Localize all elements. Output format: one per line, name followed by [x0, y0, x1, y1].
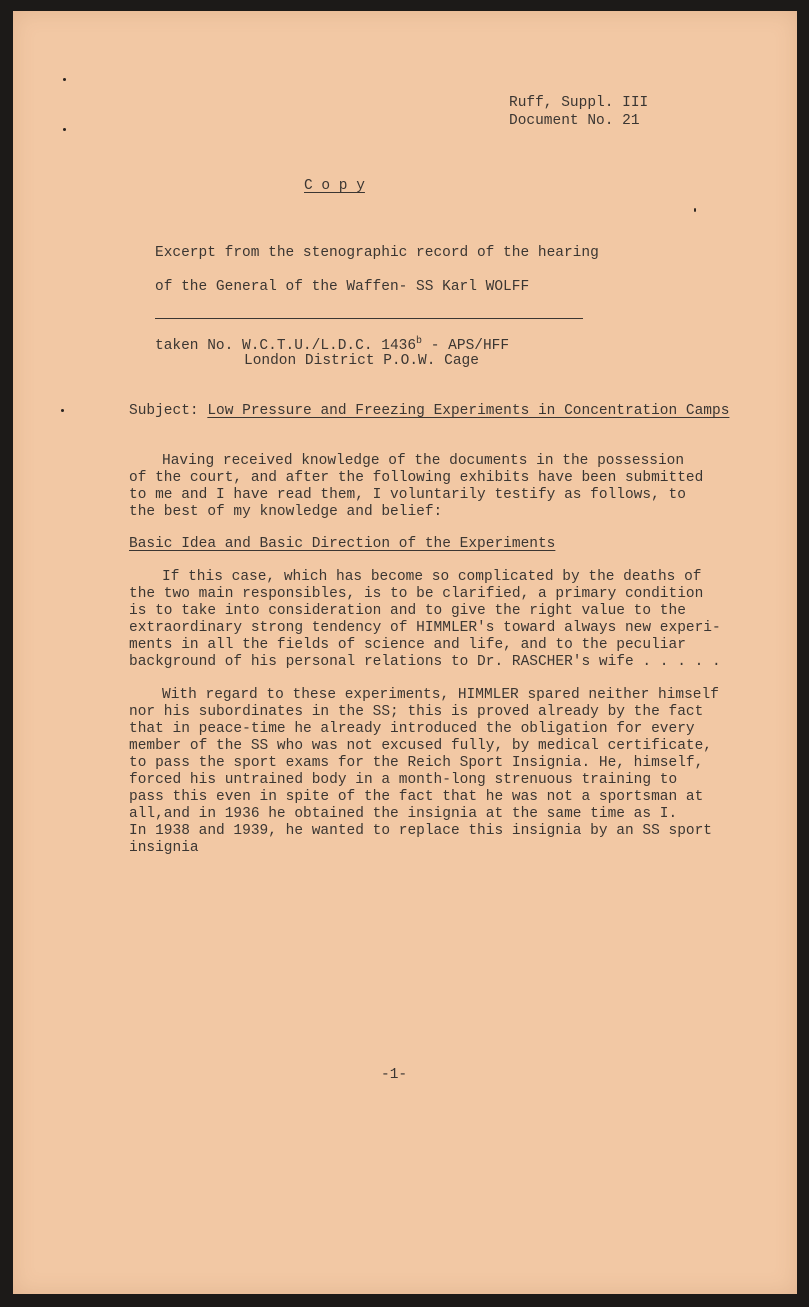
subject-label: Subject: [129, 403, 199, 419]
taken-number: taken No. W.C.T.U./L.D.C. 1436 [155, 337, 417, 354]
paragraph-line: forced his untrained body in a month-long strenuous training to [129, 772, 678, 788]
paragraph-line: pass this even in spite of the fact that he was not a sportsman at [129, 789, 704, 805]
paragraph-line: the two main responsibles, is to be clarified, a primary condition [129, 586, 704, 602]
paragraph-line: member of the SS who was not excused fully, by medical certificate, [129, 738, 712, 754]
paragraph-line: of the court, and after the following exhibits have been submitted [129, 470, 704, 486]
paragraph-line: to me and I have read them, I voluntarily testify as follows, to [129, 487, 686, 503]
paragraph-line: extraordinary strong tendency of HIMMLER's toward always new experi- [129, 620, 721, 636]
paper-speck [694, 208, 696, 212]
page-number: -1- [381, 1067, 408, 1083]
document-page [13, 11, 797, 1294]
paragraph-line: nor his subordinates in the SS; this is proved already by the fact [129, 704, 704, 720]
subject-line [129, 403, 729, 420]
taken-suffix: - APS/HFF [422, 337, 510, 354]
taken-superscript: b [416, 336, 423, 347]
paragraph-line: is to take into consideration and to give the right value to the [129, 603, 686, 619]
paragraph-line: Having received knowledge of the documents in the possession [162, 453, 685, 469]
paragraph-line: In 1938 and 1939, he wanted to replace this insignia by an SS sport [129, 823, 712, 839]
paragraph-line: the best of my knowledge and belief: [129, 504, 443, 520]
taken-line-1 [155, 333, 509, 355]
paper-speck [63, 128, 66, 131]
paper-speck [61, 409, 64, 412]
section-heading: Basic Idea and Basic Direction of the Experiments [129, 536, 556, 552]
title-line-1: Excerpt from the stenographic record of the hearing [155, 245, 599, 261]
document-reference-line-2: Document No. 21 [509, 113, 640, 129]
paragraph-line: to pass the sport exams for the Reich Sport Insignia. He, himself, [129, 755, 704, 771]
paragraph-line: With regard to these experiments, HIMMLER spared neither himself [162, 687, 719, 703]
paragraph-line: background of his personal relations to Dr. RASCHER's wife . . . . . [129, 654, 721, 670]
paragraph-line: ments in all the fields of science and life, and to the peculiar [129, 637, 686, 653]
paragraph-line: that in peace-time he already introduced the obligation for every [129, 721, 695, 737]
title-divider [155, 318, 583, 319]
paragraph-line: all,and in 1936 he obtained the insignia at the same time as I. [129, 806, 678, 822]
title-line-2: of the General of the Waffen- SS Karl WOLFF [155, 279, 530, 295]
subject-text: Low Pressure and Freezing Experiments in Concentration Camps [207, 403, 730, 419]
taken-line-2: London District P.O.W. Cage [244, 353, 479, 369]
paragraph-line: If this case, which has become so complicated by the deaths of [162, 569, 702, 585]
document-reference-line-1: Ruff, Suppl. III [509, 95, 649, 111]
paragraph-line: insignia [129, 840, 199, 856]
copy-label: C o p y [304, 178, 365, 194]
paper-speck [63, 78, 66, 81]
